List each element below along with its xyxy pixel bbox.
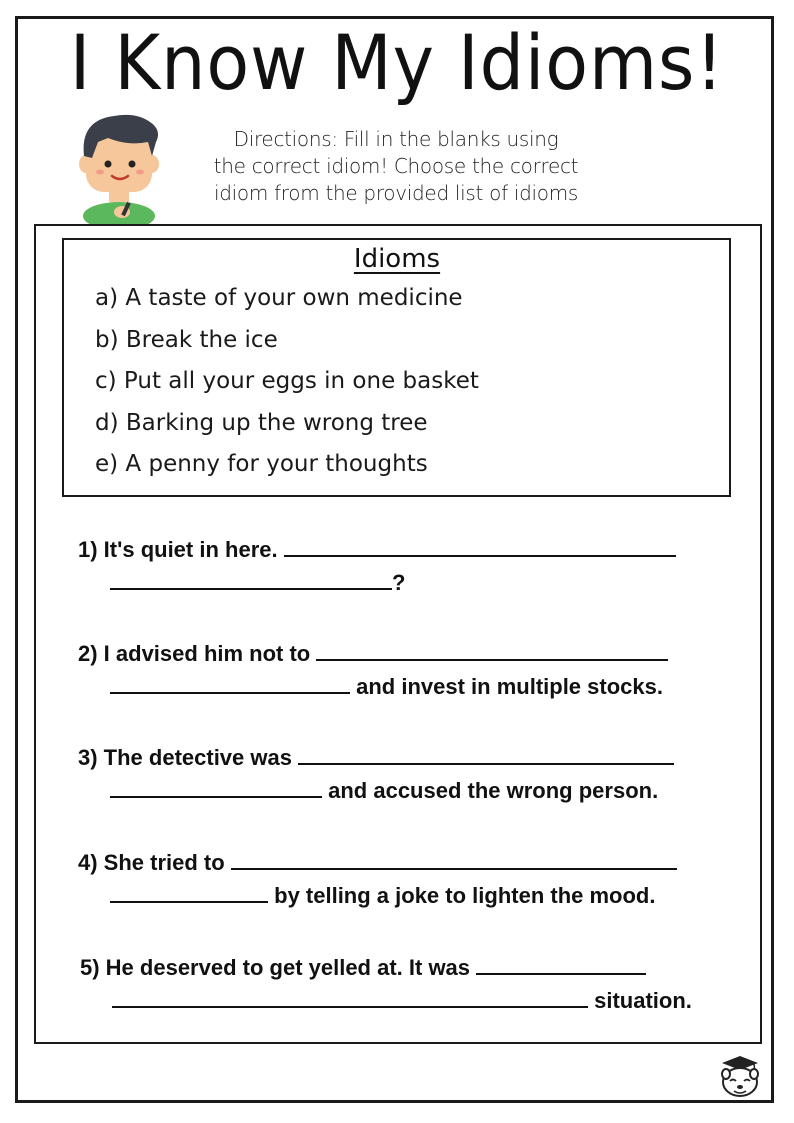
question-5-text: 5) He deserved to get yelled at. It was (80, 955, 471, 980)
directions-text (190, 126, 602, 207)
directions-line: Directions: Fill in the blanks using (233, 127, 559, 151)
question-1-text: 1) It's quiet in here. (78, 537, 278, 562)
question-2 (78, 639, 668, 667)
question-2-text: 2) I advised him not to (78, 641, 311, 666)
question-4-continued (110, 881, 655, 909)
idiom-option-d: d) Barking up the wrong tree (95, 409, 428, 436)
question-4 (78, 848, 677, 876)
answer-blank[interactable] (110, 672, 350, 694)
answer-blank[interactable] (284, 535, 676, 557)
answer-blank[interactable] (112, 986, 588, 1008)
directions-line: idiom from the provided list of idioms (213, 181, 579, 205)
boy-writing-icon (78, 112, 160, 224)
answer-blank[interactable] (476, 953, 646, 975)
question-1-end-text: ? (392, 570, 406, 595)
idiom-option-e: e) A penny for your thoughts (95, 451, 428, 478)
worksheet-title: I Know My Idioms! (69, 18, 725, 107)
question-5-end-text: situation. (594, 988, 692, 1013)
question-2-end-text: and invest in multiple stocks. (356, 674, 663, 699)
question-4-text: 4) She tried to (78, 850, 225, 875)
question-2-continued (110, 672, 663, 700)
question-5 (80, 953, 646, 981)
answer-blank[interactable] (231, 848, 677, 870)
question-1-continued (110, 568, 405, 596)
question-3-text: 3) The detective was (78, 745, 292, 770)
owl-graduate-logo-icon (718, 1054, 762, 1098)
answer-blank[interactable] (316, 639, 668, 661)
answer-blank[interactable] (110, 568, 392, 590)
question-3-end-text: and accused the wrong person. (328, 778, 659, 803)
answer-blank[interactable] (110, 776, 322, 798)
question-3-continued (110, 776, 658, 804)
question-3 (78, 743, 674, 771)
question-1 (78, 535, 676, 563)
idiom-option-c: c) Put all your eggs in one basket (95, 368, 479, 395)
answer-blank[interactable] (110, 881, 268, 903)
idiom-list (95, 284, 479, 492)
question-5-continued (112, 986, 692, 1014)
idiom-list-heading: Idioms (353, 244, 441, 274)
question-4-end-text: by telling a joke to lighten the mood. (274, 883, 656, 908)
answer-blank[interactable] (298, 743, 674, 765)
idiom-option-a: a) A taste of your own medicine (95, 285, 463, 311)
directions-line: the correct idiom! Choose the correct (213, 154, 579, 178)
idiom-option-b: b) Break the ice (95, 326, 278, 353)
